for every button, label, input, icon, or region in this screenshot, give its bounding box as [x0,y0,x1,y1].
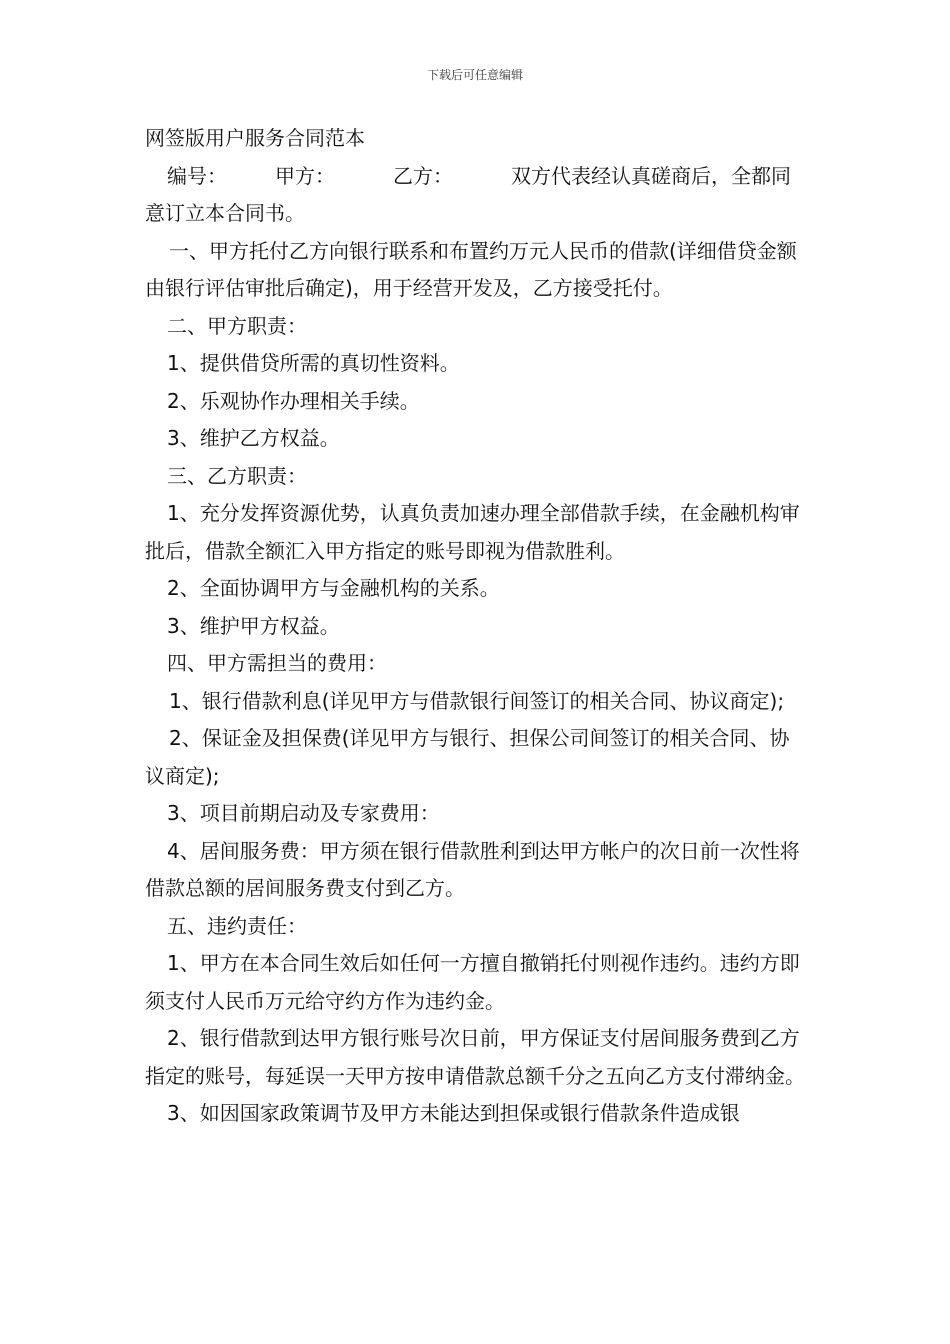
document-title: 网签版用户服务合同范本 [145,126,365,150]
list-item: 3、如因国家政策调节及甲方未能达到担保或银行借款条件造成银 [167,1101,740,1125]
label-party-a: 甲方： [275,163,335,188]
list-item: 3、维护甲方权益。 [167,613,340,638]
section-heading: 三、乙方职责： [167,463,307,488]
section-heading: 四、甲方需担当的费用： [167,651,387,675]
list-item: 3、维护乙方权益。 [167,426,340,450]
list-item: 2、乐观协作办理相关手续。 [167,388,420,413]
list-item: 1、提供借贷所需的真切性资料。 [167,351,460,375]
list-item: 2、银行借款到达甲方银行账号次日前，甲方保证支付居间服务费到乙方指定的账号，每延误一天甲方按申请借款总额千分之五向乙方支付滞纳金。 [145,1026,805,1088]
label-party-b: 乙方： [393,163,453,188]
paragraph: 一、甲方托付乙方向银行联系和布置约万元人民币的借款(详细借贷金额由银行评估审批后确定)，用于经营开发及，乙方接受托付。 [145,238,797,300]
page-header: 下载后可任意编辑 [426,68,523,82]
section-heading: 二、甲方职责： [167,313,307,338]
list-item: 1、甲方在本合同生效后如任何一方擅自撤销托付则视作违约。违约方即须支付人民币万元给守约方作为违约金。 [145,951,800,1013]
list-item: 2、全面协调甲方与金融机构的关系。 [167,576,500,600]
list-item: 4、居间服务费：甲方须在银行借款胜利到达甲方帐户的次日前一次性将借款总额的居间服务费支付到乙方。 [145,838,800,900]
list-item: 1、银行借款利息(详见甲方与借款银行间签订的相关合同、协议商定); [169,688,785,713]
list-item: 3、项目前期启动及专家费用： [167,801,440,825]
list-item: 1、充分发挥资源优势，认真负责加速办理全部借款手续，在金融机构审批后，借款全额汇入甲方指定的账号即视为借款胜利。 [145,501,800,563]
document-body [145,120,807,1133]
intro-text: 双方代表经认真磋商后，全都同意订立本合同书。 [145,163,791,225]
intro-paragraph [145,158,807,233]
label-number: 编号： [167,163,227,188]
list-item: 2、保证金及担保费(详见甲方与银行、担保公司间签订的相关合同、协议商定); [145,726,790,788]
section-heading: 五、违约责任： [167,913,307,938]
